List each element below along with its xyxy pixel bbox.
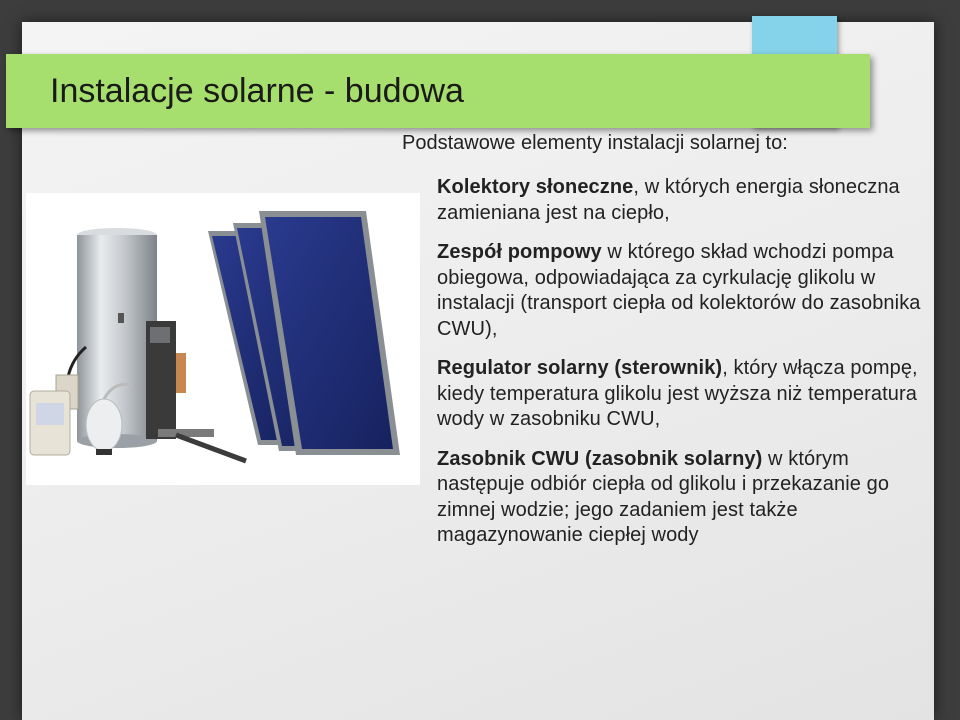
glycol-canister xyxy=(30,391,70,455)
item-text: , który włącza pompę, kiedy temperatura glikolu jest wyższa niż temperatura wody w zasobniku CWU, xyxy=(437,357,918,430)
list-item-controller xyxy=(437,356,933,433)
list-item-tank xyxy=(437,447,933,549)
slide-subtitle: Podstawowe elementy instalacji solarnej to: xyxy=(402,132,788,154)
bullet-list xyxy=(437,175,933,563)
pump-group xyxy=(146,321,246,461)
item-text: , w których energia słoneczna zamieniana jest na ciepło, xyxy=(437,176,900,224)
list-item-collectors xyxy=(437,175,933,226)
item-lead: Zasobnik CWU (zasobnik solarny) xyxy=(437,447,763,470)
item-text: w którego skład wchodzi pompa obiegowa, odpowiadająca za cyrkulację glikolu w instalacji (transport ciepła od kolektorów do zasobnika CWU), xyxy=(437,241,921,340)
solar-kit-illustration xyxy=(26,193,420,485)
list-item-pump-group xyxy=(437,240,933,342)
item-lead: Kolektory słoneczne xyxy=(437,176,634,198)
solar-kit-photo xyxy=(26,193,420,485)
item-lead: Zespół pompowy xyxy=(437,241,602,263)
item-lead: Regulator solarny (sterownik) xyxy=(437,357,723,379)
slide-title: Instalacje solarne - budowa xyxy=(50,72,464,110)
item-text: w którym następuje odbiór ciepła od glikolu i przekazanie go zimnej wodzie; jego zadaniem jest także magazynowanie ciepłej wody xyxy=(437,447,890,546)
